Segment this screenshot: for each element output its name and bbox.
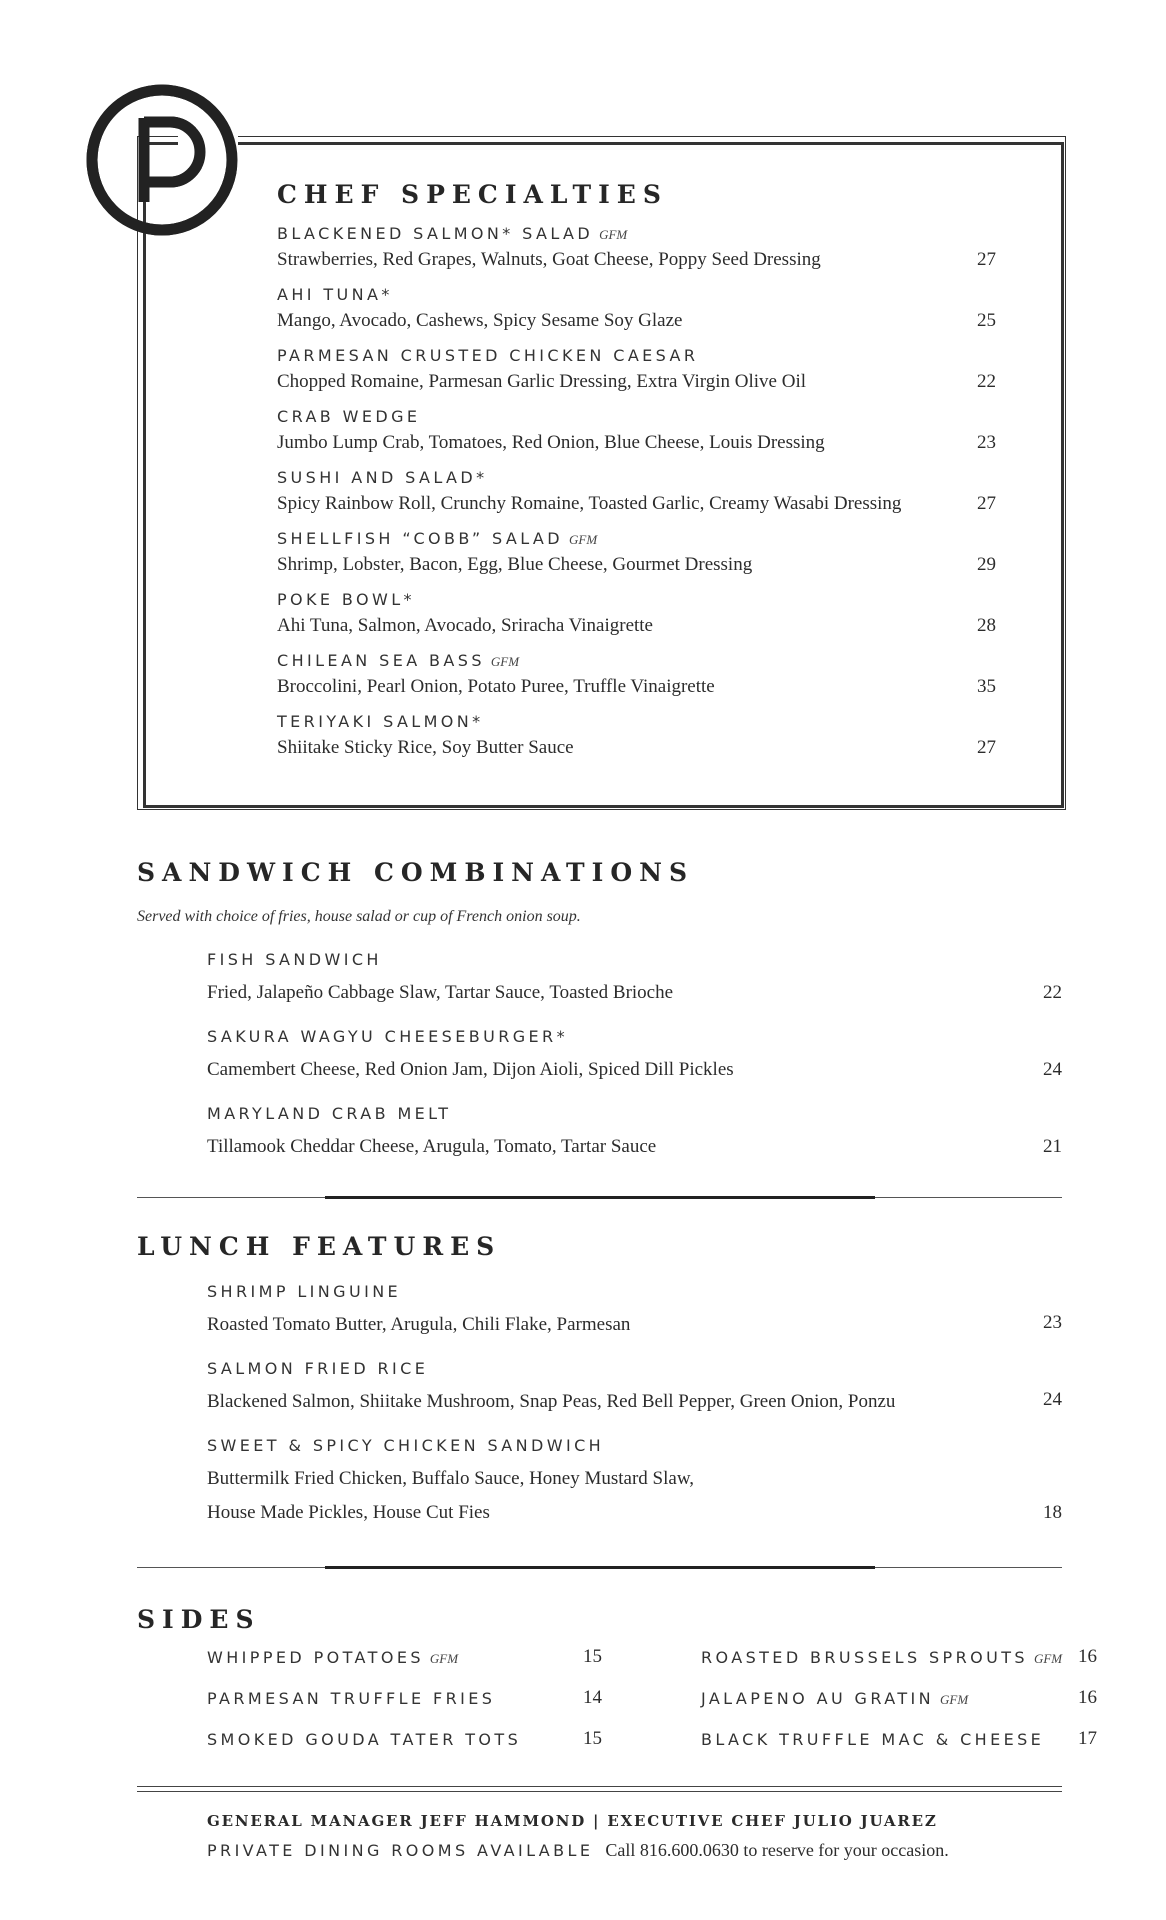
logo-frame-gap [178, 128, 238, 168]
item-name-text: POKE BOWL* [277, 590, 415, 609]
item-price: 23 [1043, 1312, 1062, 1333]
chef-specialties-list [277, 222, 1017, 771]
item-description: Shrimp, Lobster, Bacon, Egg, Blue Cheese, Gourmet Dressing [277, 554, 753, 575]
menu-item [207, 1280, 1062, 1357]
item-description: Tillamook Cheddar Cheese, Arugula, Tomato, Tartar Sauce [207, 1136, 657, 1157]
side-item [207, 1730, 602, 1750]
sandwich-list [207, 948, 1062, 1179]
side-price: 16 [1078, 1646, 1097, 1667]
side-item [701, 1730, 1097, 1750]
footer-rule [137, 1786, 1062, 1787]
gluten-free-tag: GFM [490, 654, 520, 669]
side-name [701, 1689, 968, 1708]
sandwich-header [137, 858, 1062, 887]
private-dining-label: PRIVATE DINING ROOMS AVAILABLE [207, 1841, 594, 1860]
item-price: 22 [1043, 982, 1062, 1003]
chef-specialties-header [277, 180, 997, 209]
item-name: FISH SANDWICH [207, 950, 382, 969]
served-with-note: Served with choice of fries, house salad or cup of French onion soup. [137, 908, 581, 925]
item-description: Buttermilk Fried Chicken, Buffalo Sauce, Honey Mustard Slaw, [207, 1468, 695, 1489]
item-name [277, 529, 597, 548]
menu-item [207, 1434, 1062, 1523]
item-description: Strawberries, Red Grapes, Walnuts, Goat Cheese, Poppy Seed Dressing [277, 249, 821, 270]
gluten-free-tag: GFM [599, 227, 628, 242]
footer-rule [137, 1791, 1062, 1792]
item-price: 27 [977, 249, 996, 270]
side-price: 17 [1078, 1728, 1097, 1749]
item-description: Spicy Rainbow Roll, Crunchy Romaine, Toasted Garlic, Creamy Wasabi Dressing [277, 493, 902, 514]
item-name-text: AHI TUNA* [277, 285, 393, 304]
item-price: 22 [977, 371, 996, 392]
menu-item [207, 1025, 1062, 1102]
menu-item [207, 1102, 1062, 1179]
reservation-phone: Call 816.600.0630 to reserve for your occasion. [605, 1840, 949, 1860]
side-item [701, 1648, 1097, 1668]
menu-item [207, 948, 1062, 1025]
item-name [277, 590, 415, 609]
item-name-text: BLACKENED SALMON* SALAD [277, 224, 594, 243]
item-description: Fried, Jalapeño Cabbage Slaw, Tartar Sauce, Toasted Brioche [207, 982, 674, 1003]
menu-item [277, 405, 1017, 466]
side-name-text: SMOKED GOUDA TATER TOTS [207, 1730, 522, 1749]
item-price: 29 [977, 554, 996, 575]
item-price: 25 [977, 310, 996, 331]
item-name-text: TERIYAKI SALMON* [277, 712, 484, 731]
item-price: 24 [1043, 1059, 1062, 1080]
item-description: Ahi Tuna, Salmon, Avocado, Sriracha Vinaigrette [277, 615, 653, 636]
side-name [207, 1730, 521, 1749]
item-name [277, 285, 393, 304]
side-price: 16 [1078, 1687, 1097, 1708]
side-name [701, 1648, 1062, 1667]
menu-item [277, 283, 1017, 344]
side-name [207, 1648, 458, 1667]
item-name [277, 651, 519, 670]
private-dining [207, 1840, 949, 1861]
item-name: SALMON FRIED RICE [207, 1359, 429, 1378]
side-price: 14 [583, 1687, 602, 1708]
menu-item [207, 1357, 1062, 1434]
gluten-free-tag: GFM [1033, 1651, 1063, 1666]
side-item [207, 1689, 602, 1709]
item-name [277, 346, 698, 365]
side-item [701, 1689, 1097, 1709]
lunch-list [207, 1280, 1062, 1523]
menu-item [277, 344, 1017, 405]
menu-item [277, 222, 1017, 283]
menu-item [277, 588, 1017, 649]
side-name [701, 1730, 1044, 1749]
item-description: Mango, Avocado, Cashews, Spicy Sesame Soy Glaze [277, 310, 683, 331]
item-price: 23 [977, 432, 996, 453]
item-description: Broccolini, Pearl Onion, Potato Puree, Truffle Vinaigrette [277, 676, 715, 697]
section-title: SIDES [137, 1605, 261, 1634]
item-price: 35 [977, 676, 996, 697]
item-description: Chopped Romaine, Parmesan Garlic Dressing, Extra Virgin Olive Oil [277, 371, 807, 392]
item-price: 27 [977, 493, 996, 514]
lunch-header [137, 1232, 1062, 1261]
item-description: Roasted Tomato Butter, Arugula, Chili Flake, Parmesan [207, 1314, 631, 1335]
item-price: 24 [1043, 1389, 1062, 1410]
menu-item [277, 710, 1017, 771]
item-price: 28 [977, 615, 996, 636]
item-description: Blackened Salmon, Shiitake Mushroom, Snap Peas, Red Bell Pepper, Green Onion, Ponzu [207, 1391, 896, 1412]
item-description: Camembert Cheese, Red Onion Jam, Dijon Aioli, Spiced Dill Pickles [207, 1059, 734, 1080]
menu-item [277, 466, 1017, 527]
item-name: SWEET & SPICY CHICKEN SANDWICH [207, 1436, 605, 1455]
side-price: 15 [583, 1646, 602, 1667]
side-name-text: JALAPENO AU GRATIN [701, 1689, 934, 1708]
menu-item [277, 527, 1017, 588]
gluten-free-tag: GFM [940, 1692, 969, 1707]
item-price: 18 [1043, 1502, 1062, 1523]
section-title: CHEF SPECIALTIES [277, 180, 668, 209]
item-name [277, 224, 627, 243]
item-name: MARYLAND CRAB MELT [207, 1104, 452, 1123]
side-name-text: WHIPPED POTATOES [207, 1648, 424, 1667]
staff-credits: GENERAL MANAGER JEFF HAMMOND | EXECUTIVE CHEF JULIO JUAREZ [207, 1812, 938, 1830]
item-name-text: CHILEAN SEA BASS [277, 651, 485, 670]
item-description: Shiitake Sticky Rice, Soy Butter Sauce [277, 737, 574, 758]
gluten-free-tag: GFM [429, 1651, 459, 1666]
side-name-text: PARMESAN TRUFFLE FRIES [207, 1689, 496, 1708]
item-description-line2: House Made Pickles, House Cut Fies [207, 1502, 490, 1523]
side-name [207, 1689, 495, 1708]
menu-item [277, 649, 1017, 710]
item-name-text: CRAB WEDGE [277, 407, 421, 426]
item-name-text: SUSHI AND SALAD* [277, 468, 488, 487]
section-title: SANDWICH COMBINATIONS [137, 858, 695, 887]
item-price: 27 [977, 737, 996, 758]
divider [137, 1567, 1062, 1568]
side-price: 15 [583, 1728, 602, 1749]
sides-header [137, 1605, 1062, 1634]
item-price: 21 [1043, 1136, 1062, 1157]
item-name-text: SHELLFISH “COBB” SALAD [277, 529, 564, 548]
section-title: LUNCH FEATURES [137, 1232, 502, 1261]
item-name: SAKURA WAGYU CHEESEBURGER* [207, 1027, 568, 1046]
side-name-text: ROASTED BRUSSELS SPROUTS [701, 1648, 1028, 1667]
item-description: Jumbo Lump Crab, Tomatoes, Red Onion, Blue Cheese, Louis Dressing [277, 432, 825, 453]
item-name [277, 712, 484, 731]
item-name [277, 407, 420, 426]
item-name [277, 468, 488, 487]
divider [137, 1197, 1062, 1198]
gluten-free-tag: GFM [569, 532, 598, 547]
side-name-text: BLACK TRUFFLE MAC & CHEESE [701, 1730, 1045, 1749]
item-name-text: PARMESAN CRUSTED CHICKEN CAESAR [277, 346, 699, 365]
side-item [207, 1648, 602, 1668]
item-name: SHRIMP LINGUINE [207, 1282, 402, 1301]
sandwich-note [137, 908, 1062, 926]
